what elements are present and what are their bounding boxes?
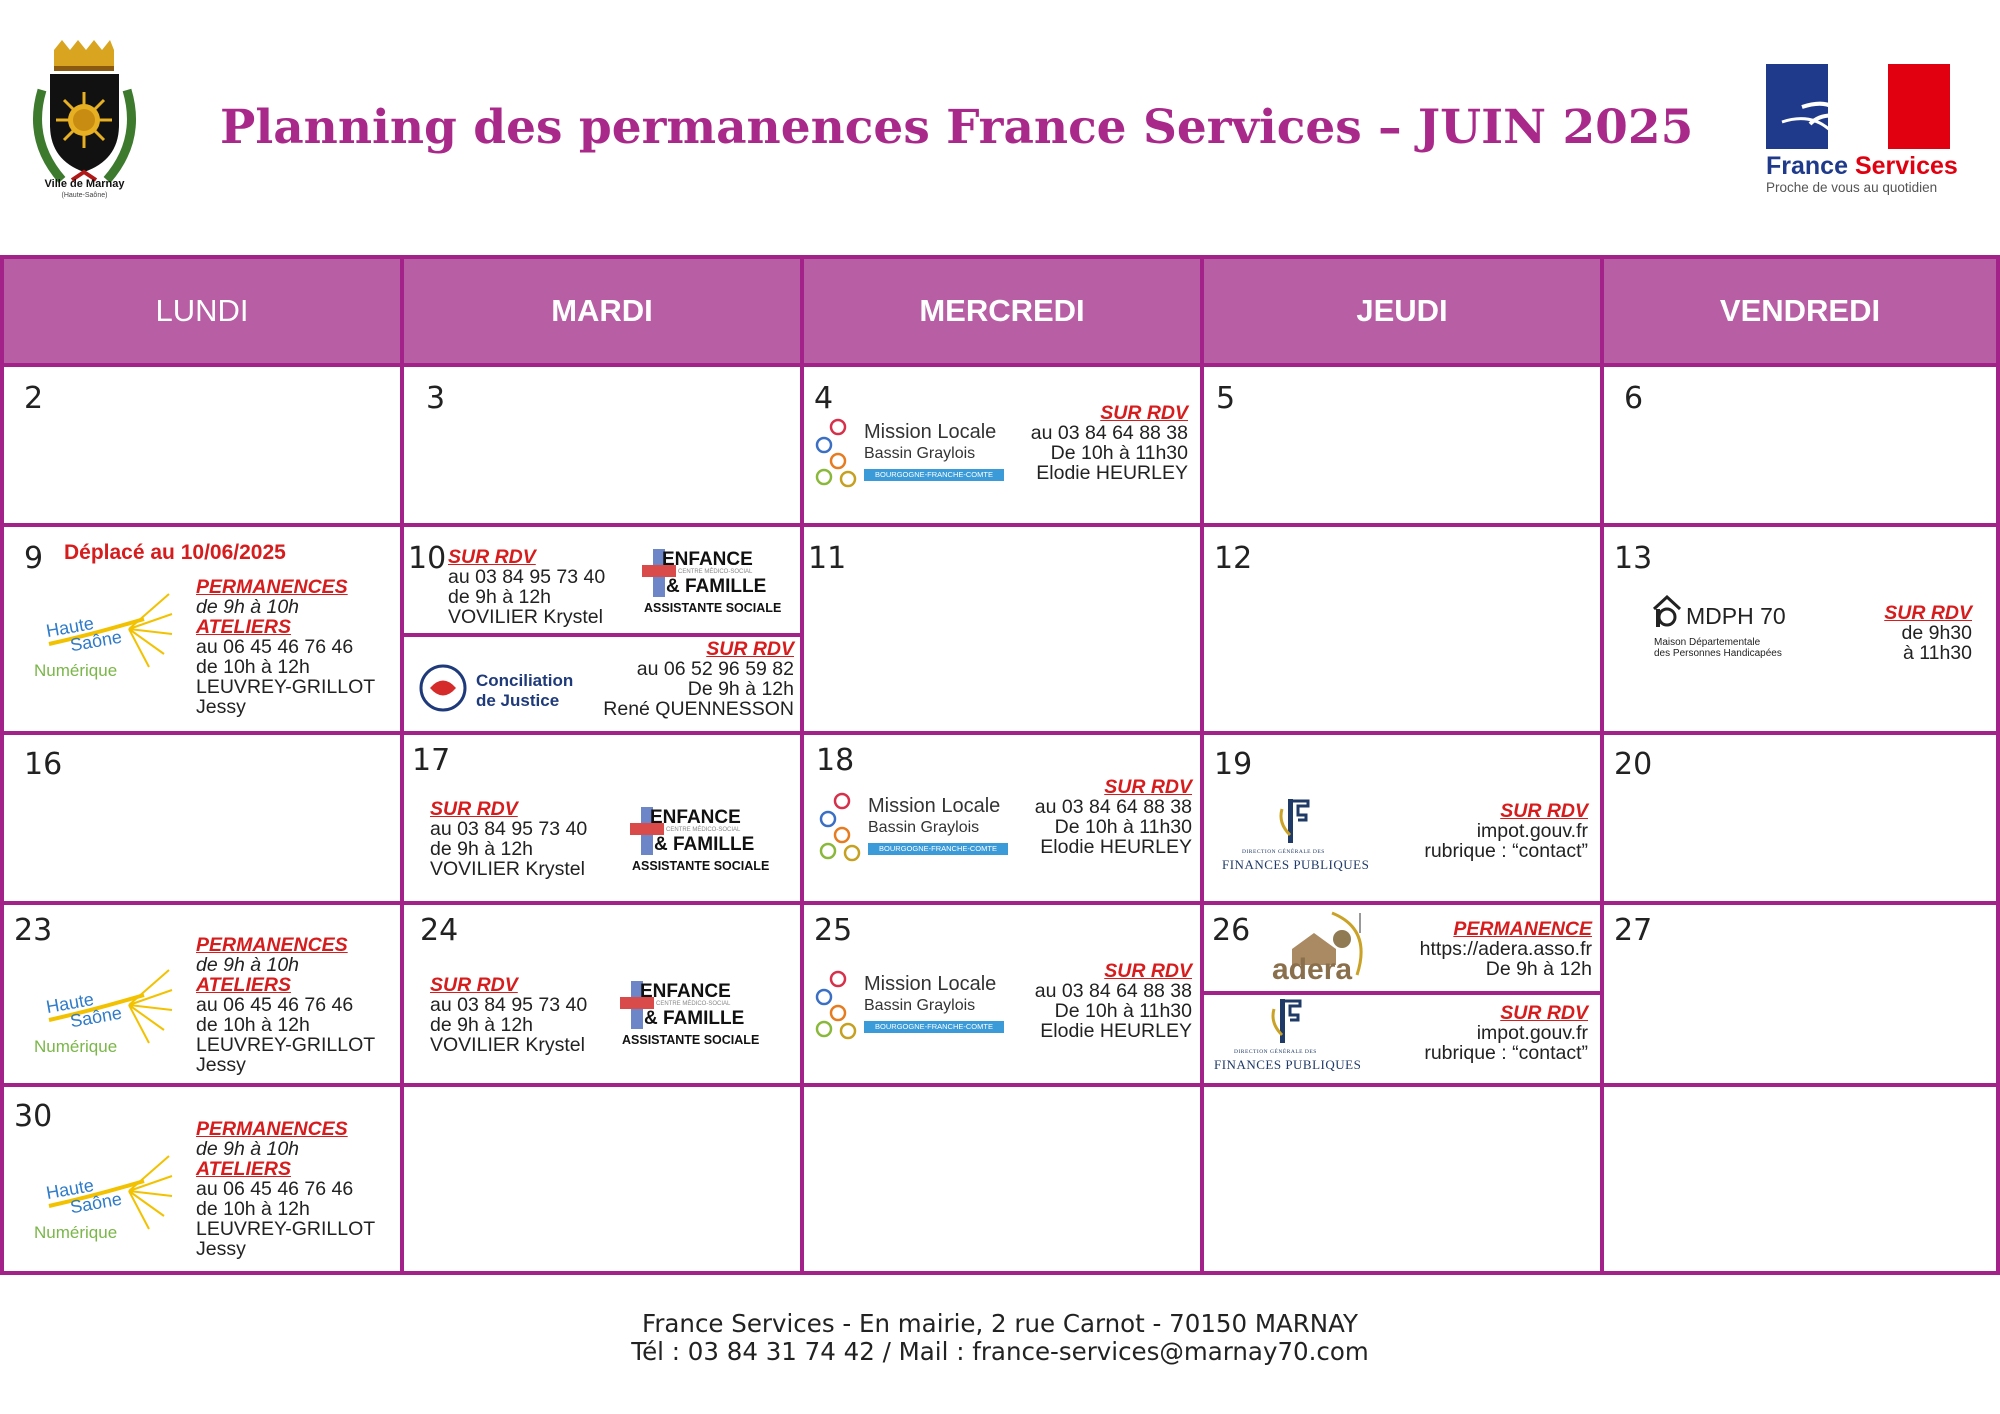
day-cell-16	[0, 731, 404, 905]
appointment-info	[1035, 961, 1192, 1041]
dgfip-big: FINANCES PUBLIQUES	[1214, 1057, 1362, 1072]
enf-word2: & FAMILLE	[654, 834, 755, 855]
town-logo-subtitle: (Haute-Saône)	[61, 192, 108, 199]
permanences-label: PERMANENCES	[196, 576, 348, 598]
phone: au 03 84 64 88 38	[1030, 422, 1188, 444]
moved-notice: Déplacé au 10/06/2025	[64, 541, 286, 564]
phone: au 03 84 95 73 40	[430, 818, 588, 840]
hs-word1: Haute	[44, 988, 96, 1018]
hs-word3: Numérique	[34, 1037, 118, 1056]
day-cell-11	[800, 523, 1204, 735]
enf-small: CENTRE MÉDICO-SOCIAL	[678, 569, 753, 575]
day-number: 9	[24, 541, 44, 576]
day-number: 12	[1214, 541, 1253, 576]
hs-word2: Saône	[68, 1188, 124, 1218]
day-cell-20	[1600, 731, 2000, 905]
day-number: 17	[412, 743, 451, 778]
enfance-famille-logo	[630, 807, 780, 877]
day-26-slot-adera	[1204, 905, 1600, 995]
day-cell-18	[800, 731, 1204, 905]
hs-word3: Numérique	[34, 661, 118, 680]
person-lastname: LEUVREY-GRILLOT	[196, 676, 376, 698]
cj-line2: de Justice	[476, 691, 560, 710]
cj-line1: Conciliation	[476, 671, 574, 690]
day-cell-27	[1600, 901, 2000, 1087]
dgfip-logo	[1222, 795, 1372, 875]
enf-word1: ENFANCE	[662, 549, 753, 570]
day-number: 10	[408, 541, 447, 576]
permanence-info	[196, 577, 375, 717]
phone: au 03 84 95 73 40	[430, 994, 588, 1016]
day-number: 5	[1216, 381, 1236, 416]
enf-tag: ASSISTANTE SOCIALE	[622, 1033, 760, 1047]
dgfip-icon	[1222, 795, 1372, 847]
mdph-logo	[1652, 595, 1832, 665]
footer-contact	[0, 1310, 2000, 1366]
day-cell-9	[0, 523, 404, 735]
person-lastname: LEUVREY-GRILLOT	[196, 1034, 376, 1056]
appointment-info	[430, 799, 587, 879]
rubrique: rubrique : “contact”	[1424, 1042, 1588, 1064]
hs-word2: Saône	[68, 626, 124, 656]
ateliers-label: ATELIERS	[196, 974, 291, 996]
empty-cell	[400, 1083, 804, 1275]
dgfip-small: DIRECTION GÉNÉRALE DES	[1234, 1049, 1317, 1055]
day-number: 24	[420, 913, 459, 948]
day-number: 3	[426, 381, 446, 416]
person: VOVILIER Krystel	[430, 858, 585, 880]
dgfip-icon	[1214, 995, 1364, 1047]
appointment-info	[430, 975, 587, 1055]
day-number: 6	[1624, 381, 1644, 416]
rdv-label: SUR RDV	[706, 638, 794, 660]
day-number: 18	[816, 743, 855, 778]
perm-hours: de 9h à 10h	[196, 954, 300, 976]
permanence-info	[196, 935, 375, 1075]
day-number: 20	[1614, 747, 1653, 782]
enf-small: CENTRE MÉDICO-SOCIAL	[666, 827, 741, 833]
rubrique: rubrique : “contact”	[1424, 840, 1588, 862]
rdv-label: SUR RDV	[430, 798, 518, 820]
person: Elodie HEURLEY	[1040, 836, 1192, 858]
empty-cell	[1200, 1083, 1604, 1275]
appointment-info	[1035, 777, 1192, 857]
permanences-label: PERMANENCES	[196, 934, 348, 956]
mission-locale-logo	[816, 791, 1016, 871]
person: René QUENNESSON	[603, 698, 794, 720]
appointment-info	[448, 547, 605, 627]
enf-word1: ENFANCE	[640, 981, 731, 1002]
mission-locale-icon	[816, 791, 868, 871]
day-cell-6	[1600, 363, 2000, 527]
dgfip-small: DIRECTION GÉNÉRALE DES	[1242, 849, 1325, 855]
person-firstname: Jessy	[196, 696, 246, 718]
empty-cell	[1600, 1083, 2000, 1275]
rdv-label: SUR RDV	[1500, 800, 1588, 822]
day-number: 19	[1214, 747, 1253, 782]
day-10-slot-conciliation	[404, 633, 800, 735]
mission-locale-logo	[812, 417, 1012, 497]
day-cell-4	[800, 363, 1204, 527]
enf-word2: & FAMILLE	[644, 1008, 745, 1029]
hours: de 9h à 12h	[430, 838, 534, 860]
day-number: 26	[1212, 913, 1251, 948]
enfance-famille-logo	[642, 549, 792, 619]
rdv-label: SUR RDV	[1884, 602, 1972, 624]
website: https://adera.asso.fr	[1419, 938, 1592, 960]
appointment-info	[1424, 1003, 1588, 1063]
adera-logo	[1272, 909, 1372, 989]
hours: De 10h à 11h30	[1050, 442, 1188, 464]
footer-phone-mail: Tél : 03 84 31 74 42 / Mail : france-services@marnay70.com	[631, 1337, 1369, 1366]
day-cell-13	[1600, 523, 2000, 735]
hours: de 9h à 12h	[430, 1014, 534, 1036]
calendar-grid	[0, 255, 2000, 1275]
hours: de 10h à 12h	[196, 656, 310, 678]
day-cell-12	[1200, 523, 1604, 735]
day-number: 13	[1614, 541, 1653, 576]
mdph-line1: Maison Départementale	[1654, 637, 1761, 648]
person-firstname: Jessy	[196, 1054, 246, 1076]
footer-address: France Services - En mairie, 2 rue Carnot - 70150 MARNAY	[642, 1309, 1358, 1338]
enf-tag: ASSISTANTE SOCIALE	[644, 601, 782, 615]
dgfip-big: FINANCES PUBLIQUES	[1222, 857, 1370, 872]
appointment-info	[1420, 919, 1592, 979]
person: Elodie HEURLEY	[1036, 462, 1188, 484]
day-header-wednesday: MERCREDI	[800, 255, 1204, 367]
day-cell-25	[800, 901, 1204, 1087]
perm-hours: de 9h à 10h	[196, 596, 300, 618]
hours: De 10h à 11h30	[1054, 816, 1192, 838]
appointment-info	[1424, 801, 1588, 861]
conciliation-justice-logo	[418, 663, 588, 723]
dgfip-logo	[1214, 995, 1364, 1075]
day-26-slot-dgfip	[1204, 991, 1600, 1087]
hours: de 9h à 12h	[448, 586, 552, 608]
day-header-friday: VENDREDI	[1600, 255, 2000, 367]
person-lastname: LEUVREY-GRILLOT	[196, 1218, 376, 1240]
conciliation-icon	[418, 663, 468, 713]
mission-locale-logo	[812, 969, 1012, 1049]
rdv-label: SUR RDV	[1100, 402, 1188, 424]
fs-tagline: Proche de vous au quotidien	[1766, 180, 1938, 195]
haute-saone-numerique-logo	[34, 589, 174, 684]
day-header-monday: LUNDI	[0, 255, 404, 367]
ateliers-label: ATELIERS	[196, 1158, 291, 1180]
day-number: 25	[814, 913, 853, 948]
day-cell-2	[0, 363, 404, 527]
phone: au 06 45 46 76 46	[196, 1178, 354, 1200]
phone: au 06 52 96 59 82	[636, 658, 794, 680]
person: VOVILIER Krystel	[430, 1034, 585, 1056]
day-header-tuesday: MARDI	[400, 255, 804, 367]
rdv-label: SUR RDV	[430, 974, 518, 996]
ml-line1: Mission Locale	[868, 795, 1001, 817]
haute-saone-numerique-logo	[34, 965, 174, 1060]
day-cell-30	[0, 1083, 404, 1275]
hours: de 10h à 12h	[196, 1198, 310, 1220]
mission-locale-icon	[812, 417, 864, 497]
appointment-info	[603, 639, 794, 719]
fs-name-france: France	[1766, 152, 1848, 180]
ml-band: BOURGOGNE-FRANCHE-COMTE	[868, 843, 1008, 855]
hs-word1: Haute	[44, 1174, 96, 1204]
ml-line2: Bassin Graylois	[864, 445, 976, 462]
ml-line1: Mission Locale	[864, 973, 997, 995]
day-number: 16	[24, 747, 63, 782]
enf-small: CENTRE MÉDICO-SOCIAL	[656, 1001, 731, 1007]
enfance-famille-logo	[620, 981, 770, 1051]
ateliers-label: ATELIERS	[196, 616, 291, 638]
hs-word1: Haute	[44, 612, 96, 642]
day-header-thursday: JEUDI	[1200, 255, 1604, 367]
appointment-info	[1031, 403, 1188, 483]
rdv-label: SUR RDV	[448, 546, 536, 568]
rdv-label: SUR RDV	[1104, 960, 1192, 982]
phone: au 03 84 64 88 38	[1034, 796, 1192, 818]
fs-name-services: Services	[1854, 152, 1958, 180]
person-firstname: Jessy	[196, 1238, 246, 1260]
page-title: Planning des permanences France Services – JUIN 2025	[220, 100, 1694, 155]
day-number: 11	[808, 541, 847, 576]
day-cell-10	[400, 523, 804, 735]
appointment-info	[1884, 603, 1972, 663]
website: impot.gouv.fr	[1476, 820, 1588, 842]
france-services-logo	[1762, 62, 1962, 202]
adera-name: adera	[1272, 953, 1353, 986]
enf-word1: ENFANCE	[650, 807, 741, 828]
day-cell-24	[400, 901, 804, 1087]
ml-line1: Mission Locale	[864, 421, 997, 443]
haute-saone-numerique-logo	[34, 1151, 174, 1246]
phone: au 06 45 46 76 46	[196, 636, 354, 658]
hours: De 9h à 12h	[687, 678, 794, 700]
phone: au 03 84 64 88 38	[1034, 980, 1192, 1002]
perm-hours: de 9h à 10h	[196, 1138, 300, 1160]
ml-band: BOURGOGNE-FRANCHE-COMTE	[864, 469, 1004, 481]
phone: au 06 45 46 76 46	[196, 994, 354, 1016]
hours-start: de 9h30	[1901, 622, 1972, 644]
hours: de 10h à 12h	[196, 1014, 310, 1036]
day-cell-3	[400, 363, 804, 527]
enf-tag: ASSISTANTE SOCIALE	[632, 859, 770, 873]
mdph-line2: des Personnes Handicapées	[1654, 648, 1782, 659]
rdv-label: SUR RDV	[1104, 776, 1192, 798]
mission-locale-icon	[812, 969, 864, 1049]
ml-line2: Bassin Graylois	[864, 997, 976, 1014]
ml-band: BOURGOGNE-FRANCHE-COMTE	[864, 1021, 1004, 1033]
hs-word2: Saône	[68, 1002, 124, 1032]
phone: au 03 84 95 73 40	[448, 566, 606, 588]
day-cell-19	[1200, 731, 1604, 905]
hours: De 10h à 11h30	[1054, 1000, 1192, 1022]
day-10-slot-assistante-sociale	[404, 527, 800, 637]
website: impot.gouv.fr	[1476, 1022, 1588, 1044]
day-cell-17	[400, 731, 804, 905]
hours-end: à 11h30	[1902, 642, 1972, 664]
permanence-info	[196, 1119, 375, 1259]
mdph-name: MDPH 70	[1686, 603, 1786, 629]
town-coat-of-arms-logo	[22, 40, 147, 205]
day-number: 30	[14, 1099, 53, 1134]
town-logo-name: Ville de Marnay	[44, 178, 125, 190]
day-number: 27	[1614, 913, 1653, 948]
hours: De 9h à 12h	[1485, 958, 1592, 980]
day-cell-5	[1200, 363, 1604, 527]
person: VOVILIER Krystel	[448, 606, 603, 628]
day-cell-23	[0, 901, 404, 1087]
marianne-icon	[1762, 62, 1962, 152]
ml-line2: Bassin Graylois	[868, 819, 980, 836]
permanences-label: PERMANENCES	[196, 1118, 348, 1140]
day-number: 4	[814, 381, 834, 416]
hs-word3: Numérique	[34, 1223, 118, 1242]
rdv-label: SUR RDV	[1500, 1002, 1588, 1024]
day-number: 2	[24, 381, 44, 416]
empty-cell	[800, 1083, 1204, 1275]
permanence-label: PERMANENCE	[1453, 918, 1592, 940]
mdph-icon	[1652, 595, 1682, 631]
person: Elodie HEURLEY	[1040, 1020, 1192, 1042]
day-number: 23	[14, 913, 53, 948]
day-cell-26	[1200, 901, 1604, 1087]
enf-word2: & FAMILLE	[666, 576, 767, 597]
